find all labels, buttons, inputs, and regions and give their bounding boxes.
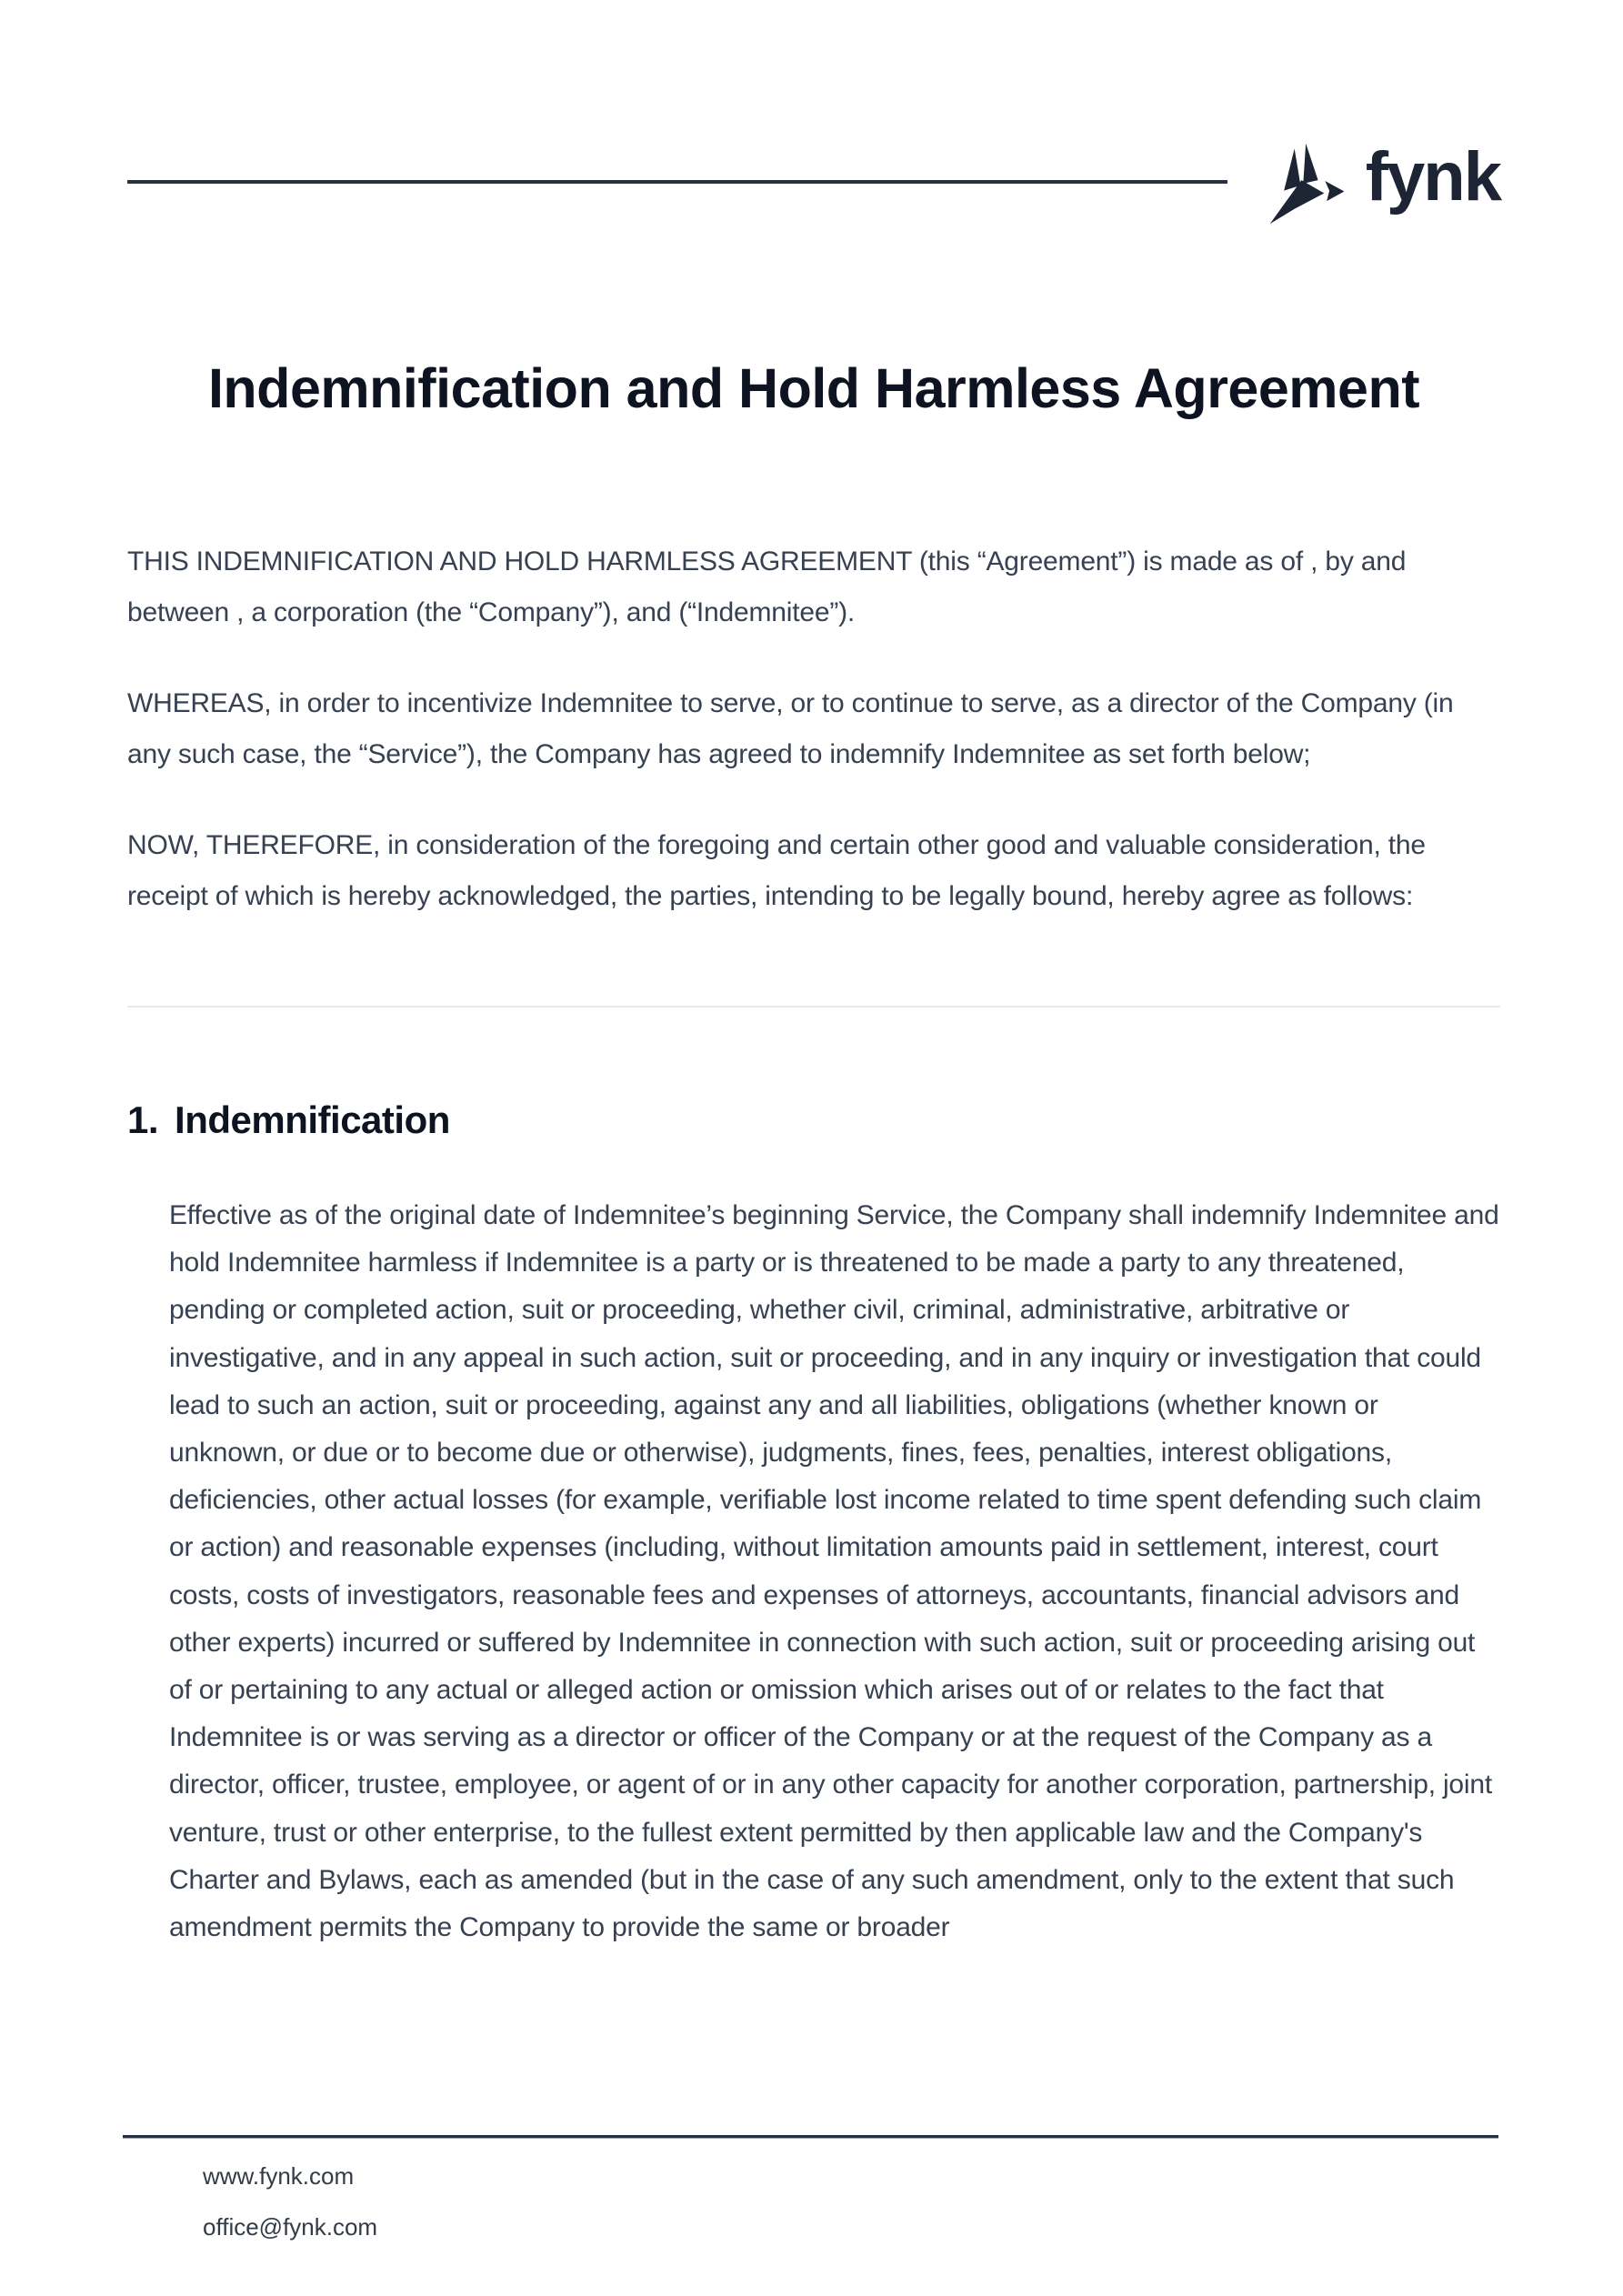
intro-paragraph-3: NOW, THEREFORE, in consideration of the foregoing and certain other good and valuable consideration, the receipt of which is hereby acknowledged, the parties, intending to be legally bound, hereby agree as follows:: [127, 829, 1426, 912]
footer-email: office@fynk.com: [203, 2213, 378, 2241]
logo-wordmark: fynk: [1365, 138, 1500, 216]
footer-rule: [123, 2135, 1498, 2139]
intro-paragraph-1: THIS INDEMNIFICATION AND HOLD HARMLESS AGREEMENT (this “Agreement”) is made as of , by and between , a corporation (the “Company”), and (“Indemnitee”).: [127, 546, 1407, 627]
section-divider: [127, 1006, 1500, 1008]
origami-bird-icon: [1266, 138, 1353, 226]
intro-paragraph-2: WHEREAS, in order to incentivize Indemnitee to serve, or to continue to serve, as a director of the Company (in any such case, the “Service”), the Company has agreed to indemnify Indemnitee as set forth below;: [127, 687, 1454, 769]
intro-paragraphs: [127, 536, 1500, 923]
section-1-heading-label: Indemnification: [175, 1098, 450, 1142]
section-1-heading: [127, 1098, 1500, 1142]
footer-website: www.fynk.com: [203, 2162, 355, 2190]
document-title: Indemnification and Hold Harmless Agreement: [207, 357, 1420, 419]
section-1-number: 1.: [127, 1098, 159, 1142]
page-footer: [123, 2135, 1498, 2266]
fynk-logo: [1266, 138, 1500, 226]
page-header: [127, 0, 1500, 227]
header-rule: [127, 180, 1227, 184]
footer-contact: [203, 2164, 1498, 2239]
section-1-body: Effective as of the original date of Indemnitee’s beginning Service, the Company shall indemnify Indemnitee and hold Indemnitee harmless if Indemnitee is a party or is threatened to be made a party to any threatened, pending or completed action, suit or proceeding, whether civil, criminal, administrative, arbitrative or investigative, and in any appeal in such action, suit or proceeding, and in any inquiry or investigation that could lead to such an action, suit or proceeding, against any and all liabilities, obligations (whether known or unknown, or due or to become due or otherwise), judgments, fines, fees, penalties, interest obligations, deficiencies, other actual losses (for example, verifiable lost income related to time spent defending such claim or action) and reasonable expenses (including, without limitation amounts paid in settlement, interest, court costs, costs of investigators, reasonable fees and expenses of attorneys, accountants, financial advisors and other experts) incurred or suffered by Indemnitee in connection with such action, suit or proceeding arising out of or pertaining to any actual or alleged action or omission which arises out of or relates to the fact that Indemnitee is or was serving as a director or officer of the Company or at the request of the Company as a director, officer, trustee, employee, or agent of or in any other capacity for another corporation, partnership, joint venture, trust or other enterprise, to the fullest extent permitted by then applicable law and the Company's Charter and Bylaws, each as amended (but in the case of any such amendment, only to the extent that such amendment permits the Company to provide the same or broader: [169, 1200, 1499, 1942]
